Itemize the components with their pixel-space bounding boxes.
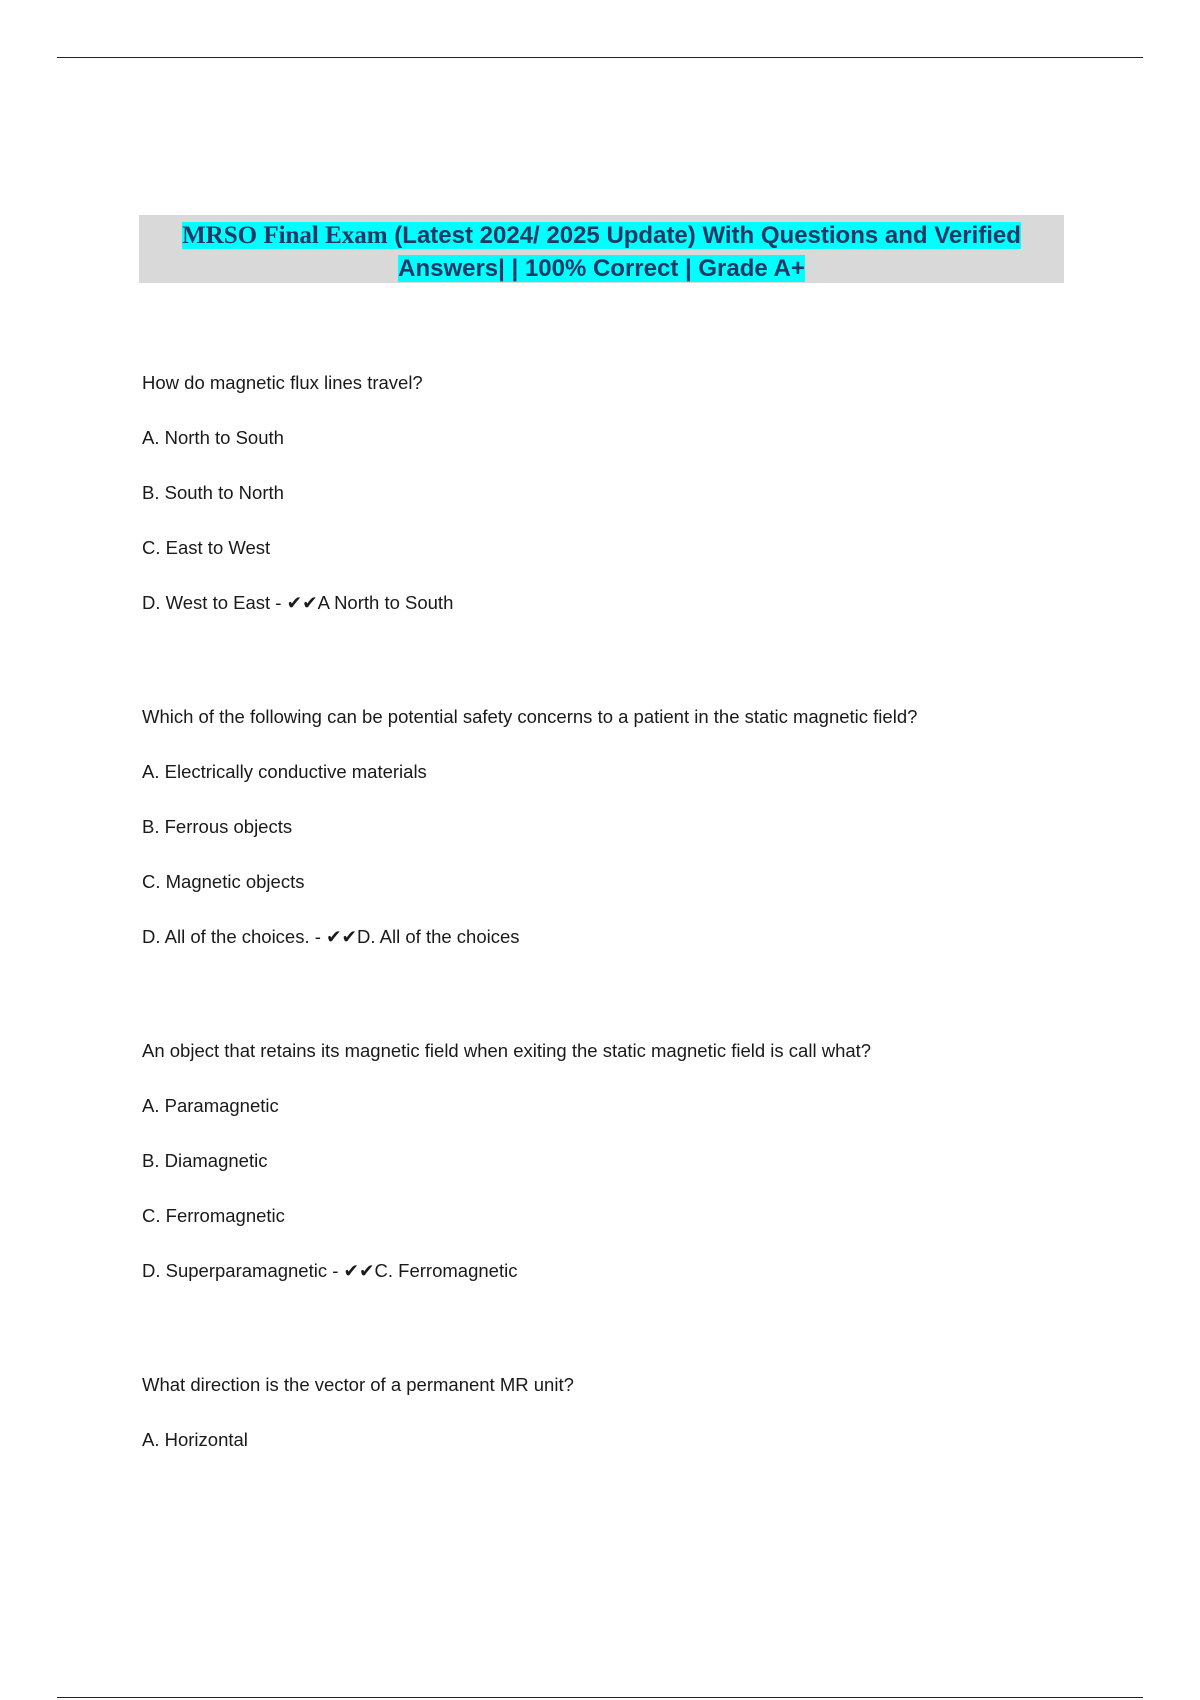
answer-option: B. Ferrous objects xyxy=(142,816,293,837)
document-title-rest: (Latest 2024/ 2025 Update) With Questions and Verified xyxy=(387,222,1021,249)
question-text: How do magnetic flux lines travel? xyxy=(142,372,423,393)
question-list xyxy=(142,372,1102,1543)
question-block-3 xyxy=(142,1040,1102,1282)
answer-option-with-key: D. Superparamagnetic - ✔✔C. Ferromagnetic xyxy=(142,1260,518,1281)
document-title-serif: MRSO Final Exam xyxy=(182,222,388,249)
answer-option: A. Electrically conductive materials xyxy=(142,761,427,782)
answer-option: C. East to West xyxy=(142,537,271,558)
document-title-box xyxy=(139,215,1064,283)
question-text: An object that retains its magnetic field when exiting the static magnetic field is call what? xyxy=(142,1040,872,1061)
top-rule xyxy=(57,57,1143,58)
question-block-2 xyxy=(142,706,1102,948)
answer-option-with-key: D. All of the choices. - ✔✔D. All of the choices xyxy=(142,926,520,947)
document-title-line-2: Answers| | 100% Correct | Grade A+ xyxy=(398,255,805,282)
question-text: Which of the following can be potential safety concerns to a patient in the static magnetic field? xyxy=(142,706,918,727)
answer-option: A. Paramagnetic xyxy=(142,1095,279,1116)
answer-option: A. North to South xyxy=(142,427,284,448)
question-block-1 xyxy=(142,372,1102,614)
answer-option: C. Magnetic objects xyxy=(142,871,305,892)
document-title-line-1 xyxy=(182,222,1021,249)
answer-option: C. Ferromagnetic xyxy=(142,1205,285,1226)
answer-option: A. Horizontal xyxy=(142,1429,248,1450)
question-text: What direction is the vector of a permanent MR unit? xyxy=(142,1374,574,1395)
answer-option: B. Diamagnetic xyxy=(142,1150,268,1171)
question-block-4 xyxy=(142,1374,1102,1451)
answer-option-with-key: D. West to East - ✔✔A North to South xyxy=(142,592,454,613)
answer-option: B. South to North xyxy=(142,482,284,503)
bottom-rule xyxy=(57,1697,1143,1698)
